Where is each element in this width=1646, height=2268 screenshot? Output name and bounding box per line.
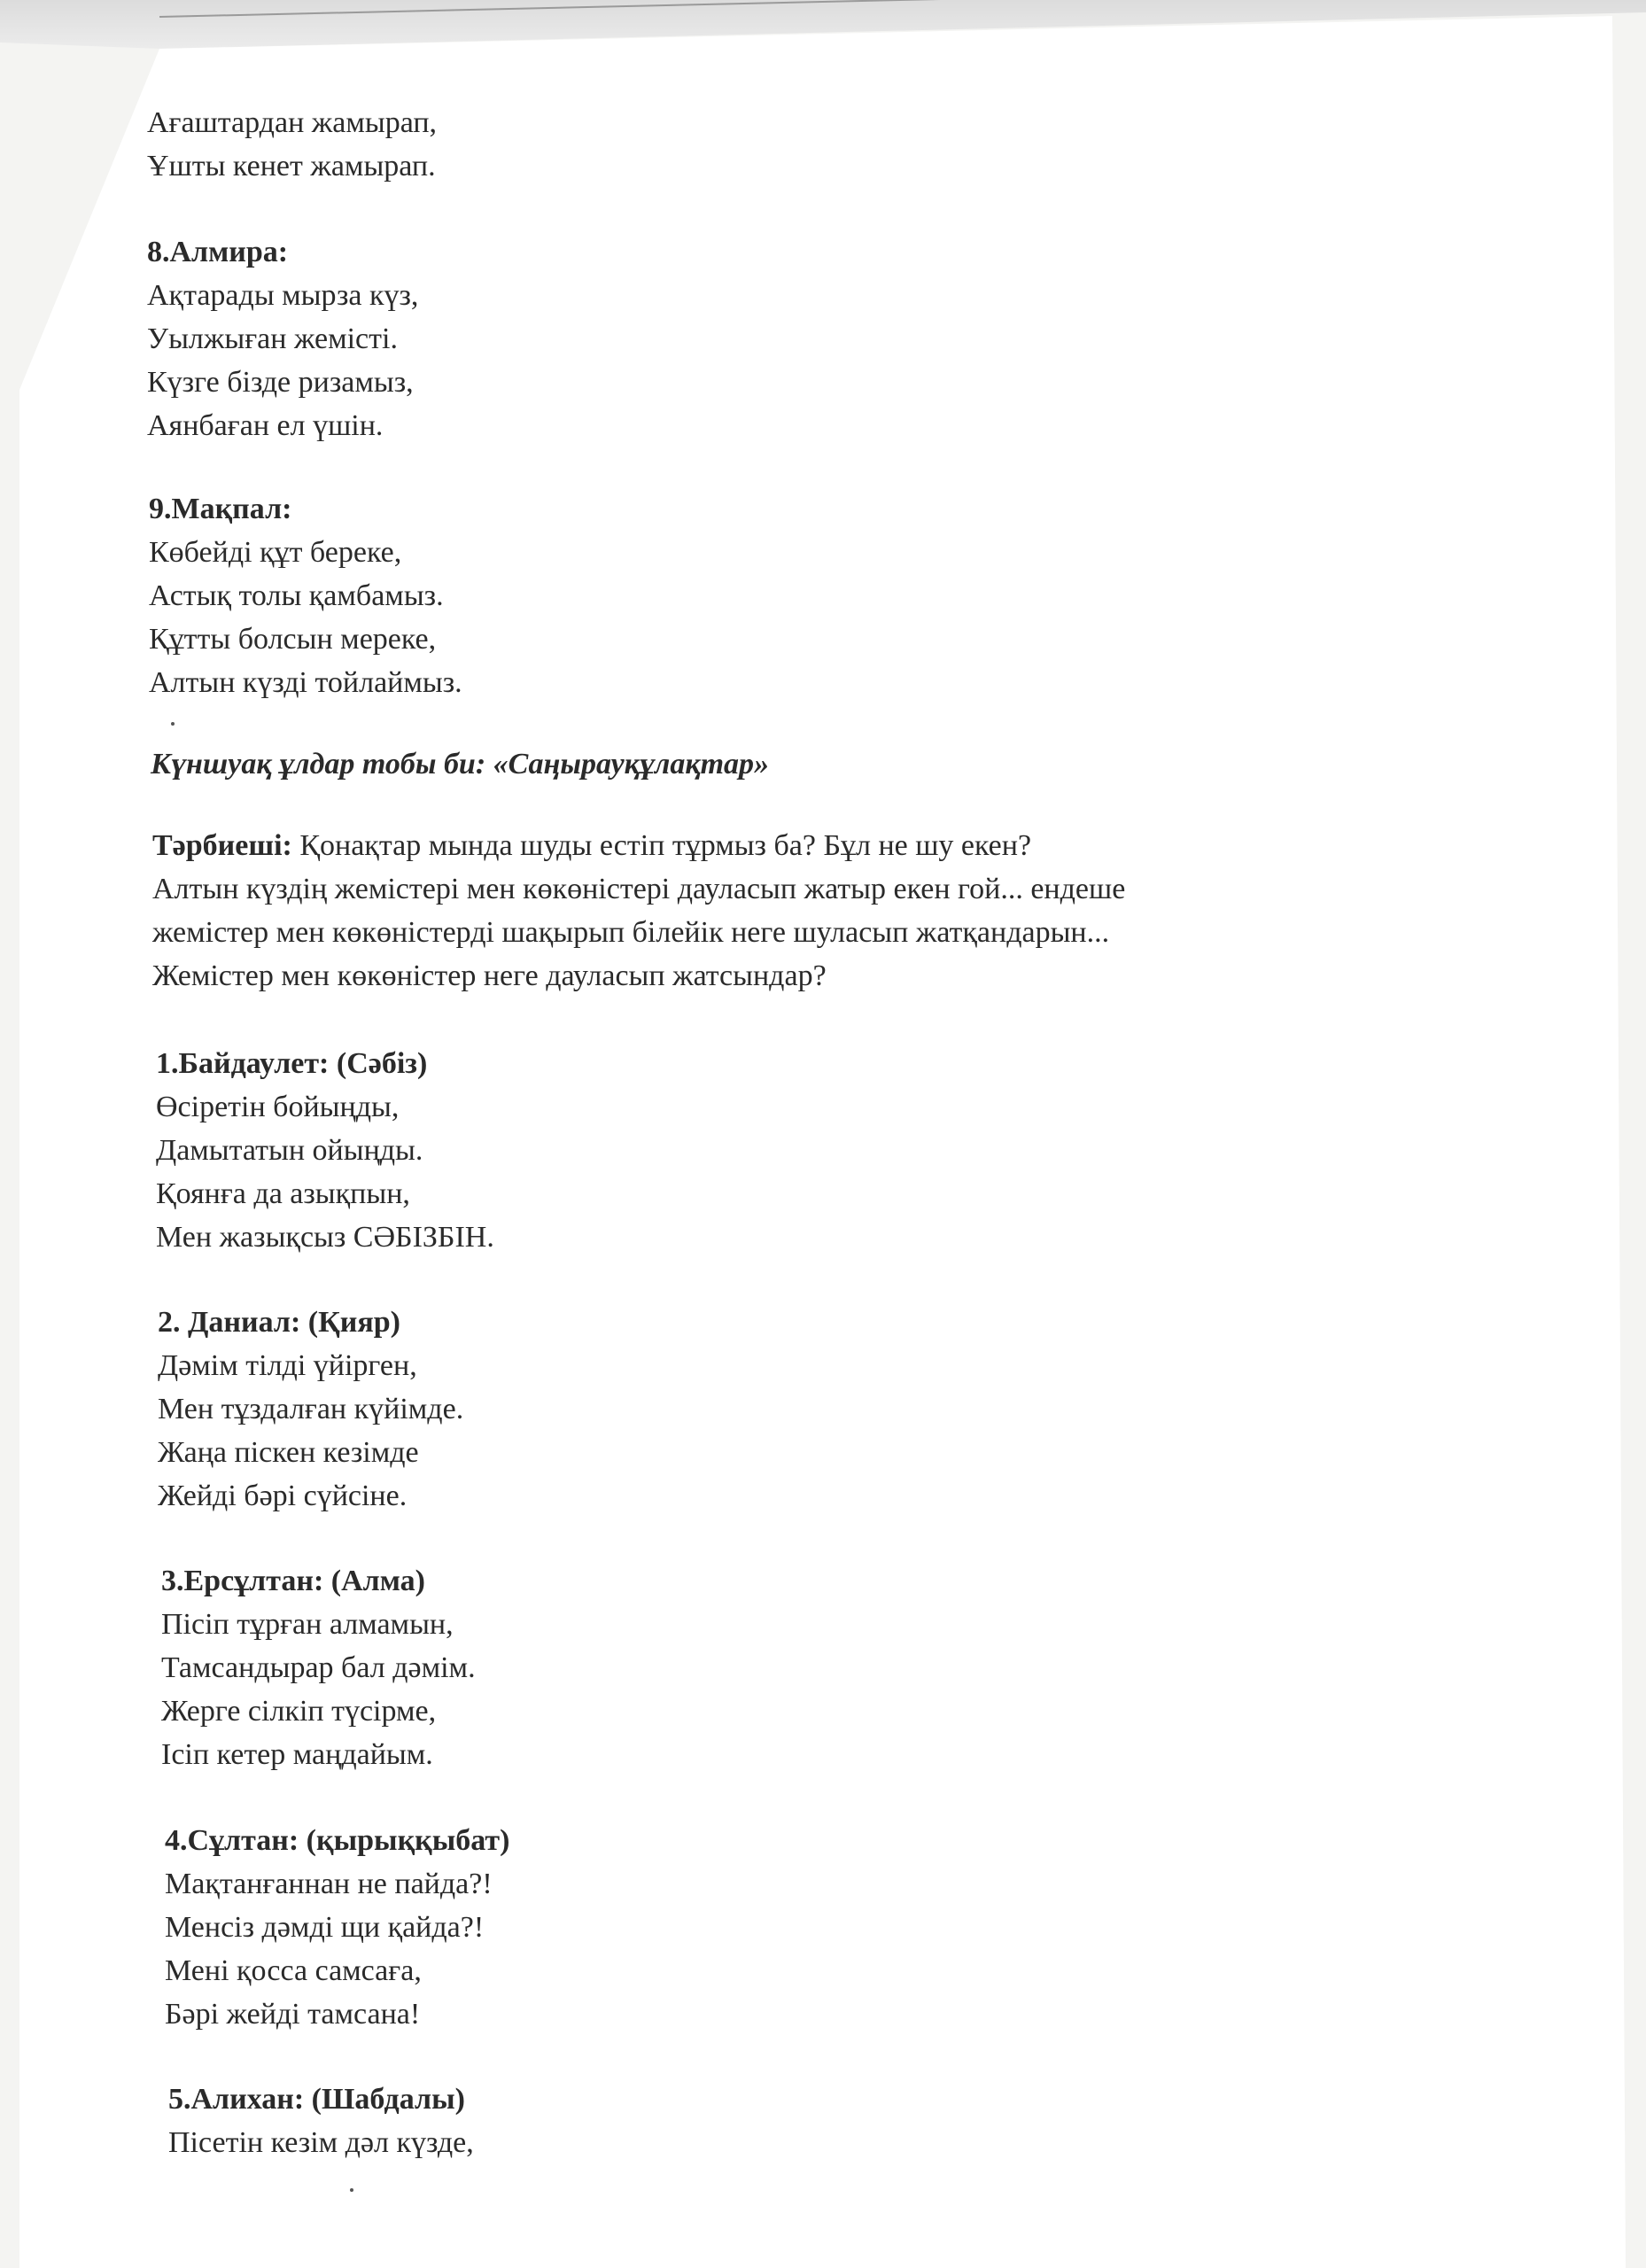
role-3 [161,1559,476,1776]
teacher-first-text: Қонақтар мында шуды естіп тұрмыз ба? Бұл не шу екен? [291,829,1032,862]
speaker-heading: 5.Алихан: (Шабдалы) [168,2083,465,2116]
verse-line: Дамытатын ойыңды. [156,1134,423,1167]
verse-line: Тамсандырар бал дәмім. [161,1651,476,1684]
role-4 [165,1819,509,2036]
verse-9 [149,487,462,704]
verse-line: Мен жазықсыз СӘБІЗБІН. [156,1221,494,1254]
intro-verse [147,101,437,188]
speaker-heading: 2. Даниал: (Қияр) [158,1306,400,1339]
verse-line: Дәмім тілді үйірген, [158,1349,417,1382]
speaker-heading: 8.Алмира: [147,236,289,268]
verse-line: Құтты болсын мереке, [149,623,437,656]
stray-mark [350,2188,353,2192]
speech-line: Алтын күздің жемістері мен көкөністері дауласып жатыр екен гой... ендеше [152,873,1126,905]
verse-line: Мені қосса самсаға, [165,1954,422,1987]
speaker-heading: 9.Мақпал: [149,493,292,525]
teacher-first-line [152,824,1125,867]
role-5 [168,2078,474,2164]
verse-line: Ағаштардан жамырап, [147,106,438,139]
verse-line: Өсіретін бойыңды, [156,1091,400,1123]
speaker-heading: 4.Сұлтан: (қырыққыбат) [165,1824,510,1857]
verse-line: Мақтанғаннан не пайда?! [165,1868,493,1900]
role-1 [156,1042,494,1259]
dance-line [151,742,769,786]
verse-line: Пісіп тұрған алмамын, [161,1608,454,1641]
verse-8 [147,230,418,447]
speaker-heading: 1.Байдаулет: (Сәбіз) [156,1047,428,1080]
verse-line: Жаңа піскен кезімде [158,1436,419,1469]
dance-title: Күншуақ ұлдар тобы би: «Саңырауқұлақтар» [151,748,770,781]
stray-mark [171,722,175,726]
verse-line: Күзге бізде ризамыз, [147,366,414,399]
verse-line: Астық толы қамбамыз. [149,579,444,612]
verse-line: Ісіп кетер маңдайым. [161,1738,433,1771]
verse-line: Алтын күзді тойлаймыз. [149,666,462,699]
role-2 [158,1301,463,1518]
teacher-speech [152,824,1125,998]
verse-line: Ақтарады мырза күз, [147,279,419,312]
verse-line: Мен тұздалған күйімде. [158,1393,464,1425]
verse-line: Жерге сілкіп түсірме, [161,1695,437,1728]
verse-line: Пісетін кезім дәл күзде, [168,2126,474,2159]
speech-line: жемістер мен көкөністерді шақырып білейік неге шуласып жатқандарын... [152,916,1110,949]
speaker-heading: 3.Ерсұлтан: (Алма) [161,1565,425,1597]
verse-line: Жейді бәрі сүйсіне. [158,1480,408,1512]
verse-line: Ұшты кенет жамырап. [147,150,436,183]
verse-line: Аянбаған ел үшін. [147,409,384,442]
verse-line: Қоянға да азықпын, [156,1177,410,1210]
speech-line: Жемістер мен көкөністер неге дауласып жатсындар? [152,959,827,992]
verse-line: Менсіз дәмді щи қайда?! [165,1911,485,1944]
verse-line: Көбейді құт береке, [149,536,402,569]
verse-line: Уылжыған жемісті. [147,322,398,355]
verse-line: Бәрі жейді тамсана! [165,1998,421,2031]
teacher-label: Тәрбиеші: [152,829,292,862]
